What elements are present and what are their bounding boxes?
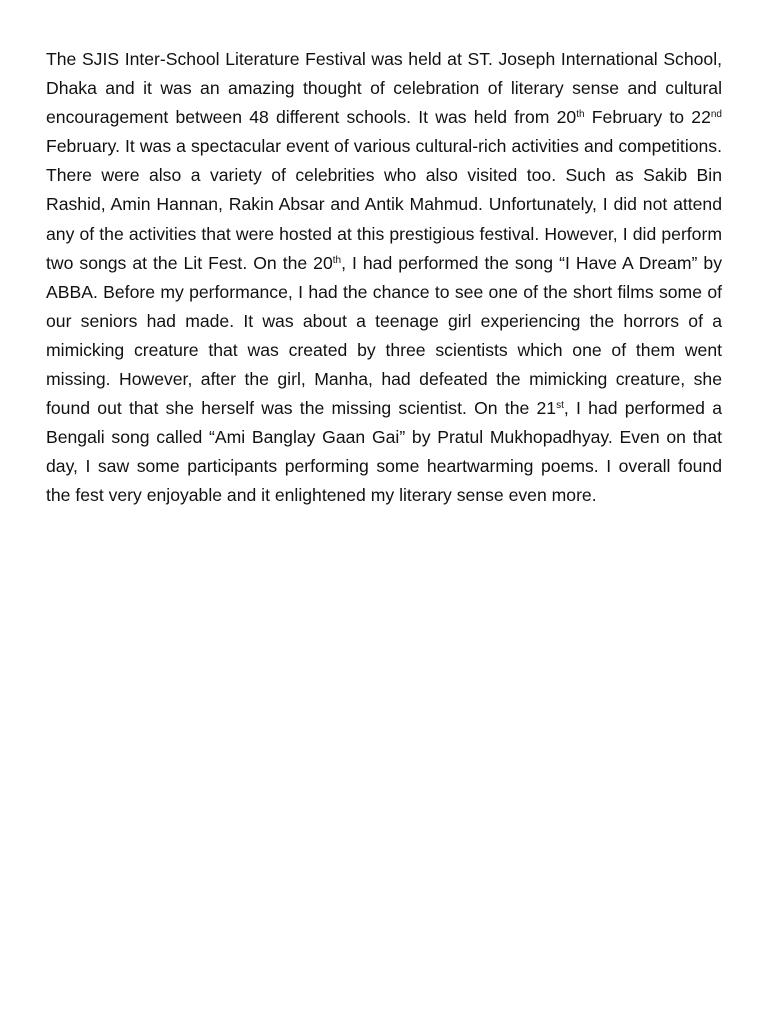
essay-text-2: February to 22 [584,107,711,128]
ordinal-suffix-th: th [576,109,585,121]
essay-text-1: The SJIS Inter-School Literature Festival was held at ST. Joseph International School, Dhaka and it was an amazing thought of celebration of literary sense and cultural encouragement between 48 different schools. It was held from 20 [46,49,722,128]
ordinal-suffix-th-2: th [332,254,342,266]
essay-text-5: , I had performed a Bengali song called “Ami Banglay Gaan Gai” by Pratul Mukhopadhyay. Even on that day, I saw some participants performing some heartwarming poems. I overall found the fest very enjoyable and it enlightened my literary sense even more. [46,398,722,506]
essay-text-4: , I had performed the song “I Have A Dream” by ABBA. Before my performance, I had the chance to see one of the short films some of our seniors had made. It was about a teenage girl experiencing the horrors of a mimicking creature that was created by three scientists which one of them went missing. However, after the girl, Manha, had defeated the mimicking creature, she found out that she herself was the missing scientist. On the 21 [46,252,722,419]
ordinal-suffix-st: st [556,400,564,412]
essay-paragraph [46,45,722,511]
essay-text-3: February. It was a spectacular event of various cultural-rich activities and competitions. There were also a variety of celebrities who also visited too. Such as Sakib Bin Rashid, Amin Hannan, Rakin Absar and Antik Mahmud. Unfortunately, I did not attend any of the activities that were hosted at this prestigious festival. However, I did perform two songs at the Lit Fest. On the 20 [46,136,722,273]
ordinal-suffix-nd: nd [710,109,722,121]
